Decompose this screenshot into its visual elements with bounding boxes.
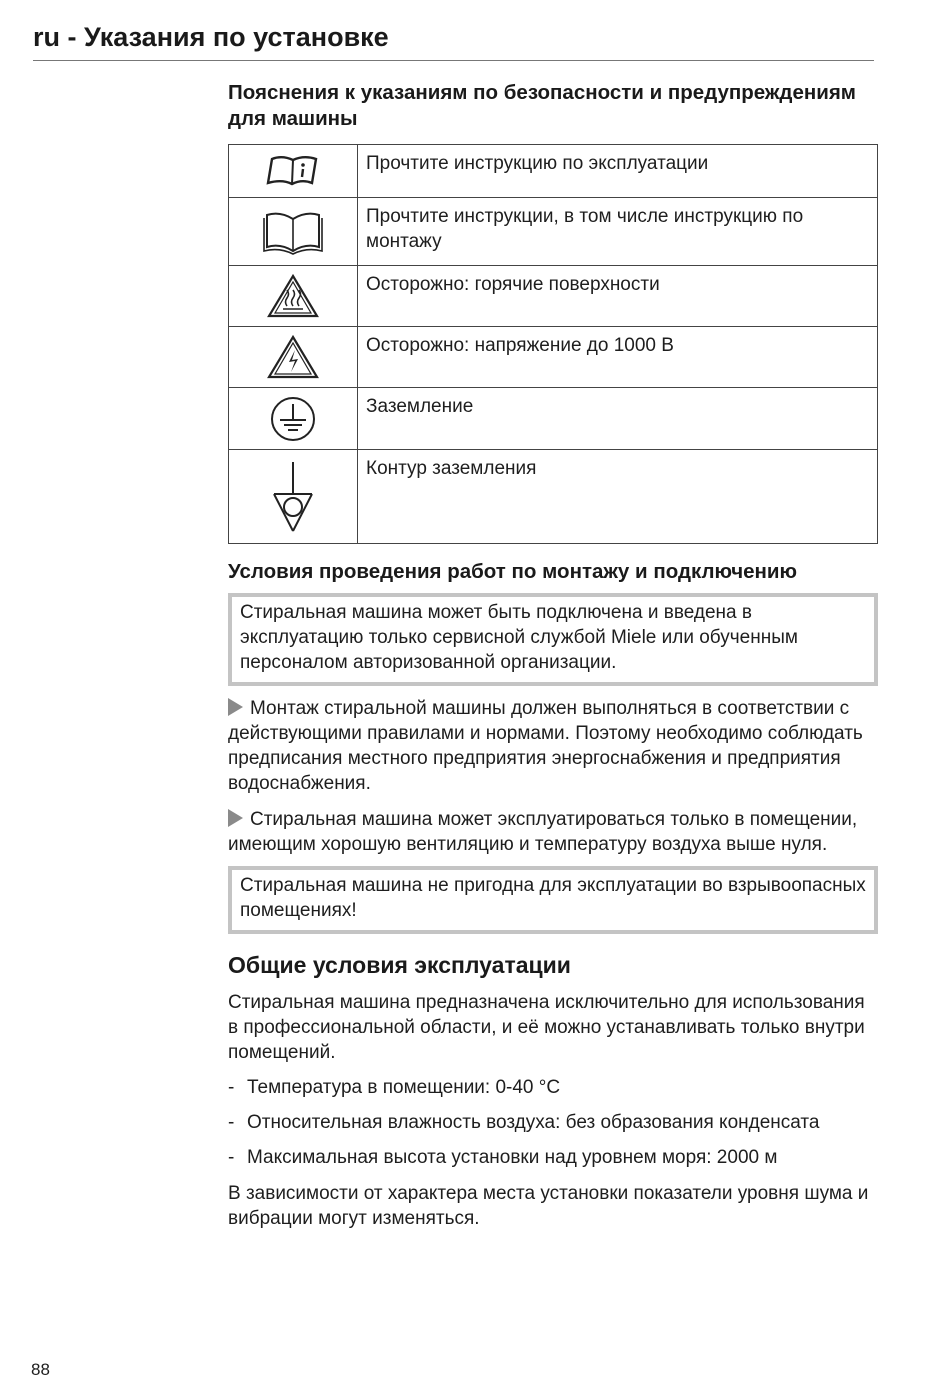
earth-ground-icon [268, 394, 318, 444]
table-row [229, 388, 878, 450]
table-row [229, 198, 878, 266]
list-item [228, 1110, 878, 1135]
list-item [228, 1075, 878, 1100]
list-item [228, 1145, 878, 1170]
play-triangle-icon [228, 698, 243, 716]
symbol-description: Осторожно: напряжение до 1000 В [358, 327, 878, 388]
list-item-text: Максимальная высота установки над уровнем моря: 2000 м [247, 1147, 778, 1168]
general-conditions-heading: Общие условия эксплуатации [228, 952, 571, 978]
symbol-cell [229, 266, 358, 327]
play-triangle-icon [228, 809, 243, 827]
warning-box [228, 593, 878, 686]
symbol-description: Прочтите инструкцию по эксплуатации [358, 145, 878, 198]
installation-conditions-heading: Условия проведения работ по монтажу и подключению [228, 560, 798, 583]
safety-symbols-table [228, 144, 878, 544]
table-row [229, 450, 878, 544]
header-divider [33, 60, 874, 61]
warning-text: Стиральная машина не пригодна для эксплуатации во взрывоопасных помещениях! [240, 875, 866, 921]
symbol-cell [229, 388, 358, 450]
symbol-description: Осторожно: горячие поверхности [358, 266, 878, 327]
symbol-cell [229, 198, 358, 266]
list-dash: - [228, 1077, 235, 1098]
instruction-text: Монтаж стиральной машины должен выполняться в соответствии с действующими правилами и нормами. Поэтому необходимо соблюдать предписания местного предприятия энергоснабжения и предприятия водоснабжения. [228, 698, 863, 794]
intro-paragraph: Стиральная машина предназначена исключительно для использования в профессиональной области, и её можно устанавливать только внутри помещений. [228, 992, 865, 1063]
table-row [229, 145, 878, 198]
list-item-text: Температура в помещении: 0-40 °C [247, 1077, 561, 1098]
open-book-icon [260, 207, 326, 257]
closing-paragraph: В зависимости от характера места установки показатели уровня шума и вибрации могут изменяться. [228, 1183, 869, 1229]
symbol-description: Заземление [358, 388, 878, 450]
warning-box [228, 866, 878, 934]
list-item-text: Относительная влажность воздуха: без образования конденсата [247, 1112, 820, 1133]
symbol-cell [229, 450, 358, 544]
safety-symbols-heading: Пояснения к указаниям по безопасности и предупреждениям для машины [228, 81, 856, 130]
symbol-description: Прочтите инструкции, в том числе инструкцию по монтажу [358, 198, 878, 266]
symbol-cell [229, 327, 358, 388]
instruction-paragraph [228, 807, 878, 857]
high-voltage-warning-icon [265, 333, 321, 381]
list-dash: - [228, 1147, 235, 1168]
instruction-text: Стиральная машина может эксплуатироваться только в помещении, имеющим хорошую вентиляцию и температуру воздуха выше нуля. [228, 809, 858, 855]
equipotential-bonding-icon [268, 460, 318, 534]
warning-text: Стиральная машина может быть подключена и введена в эксплуатацию только сервисной службой Miele или обученным персоналом авторизованной организации. [240, 602, 798, 673]
table-row [229, 327, 878, 388]
list-dash: - [228, 1112, 235, 1133]
symbol-description: Контур заземления [358, 450, 878, 544]
symbol-cell [229, 145, 358, 198]
book-info-icon [262, 154, 324, 188]
instruction-paragraph [228, 696, 878, 796]
page-number: 88 [31, 1360, 50, 1379]
hot-surface-warning-icon [265, 272, 321, 320]
page-header-title: ru - Указания по установке [33, 22, 389, 52]
table-row [229, 266, 878, 327]
page-content [228, 80, 878, 1231]
